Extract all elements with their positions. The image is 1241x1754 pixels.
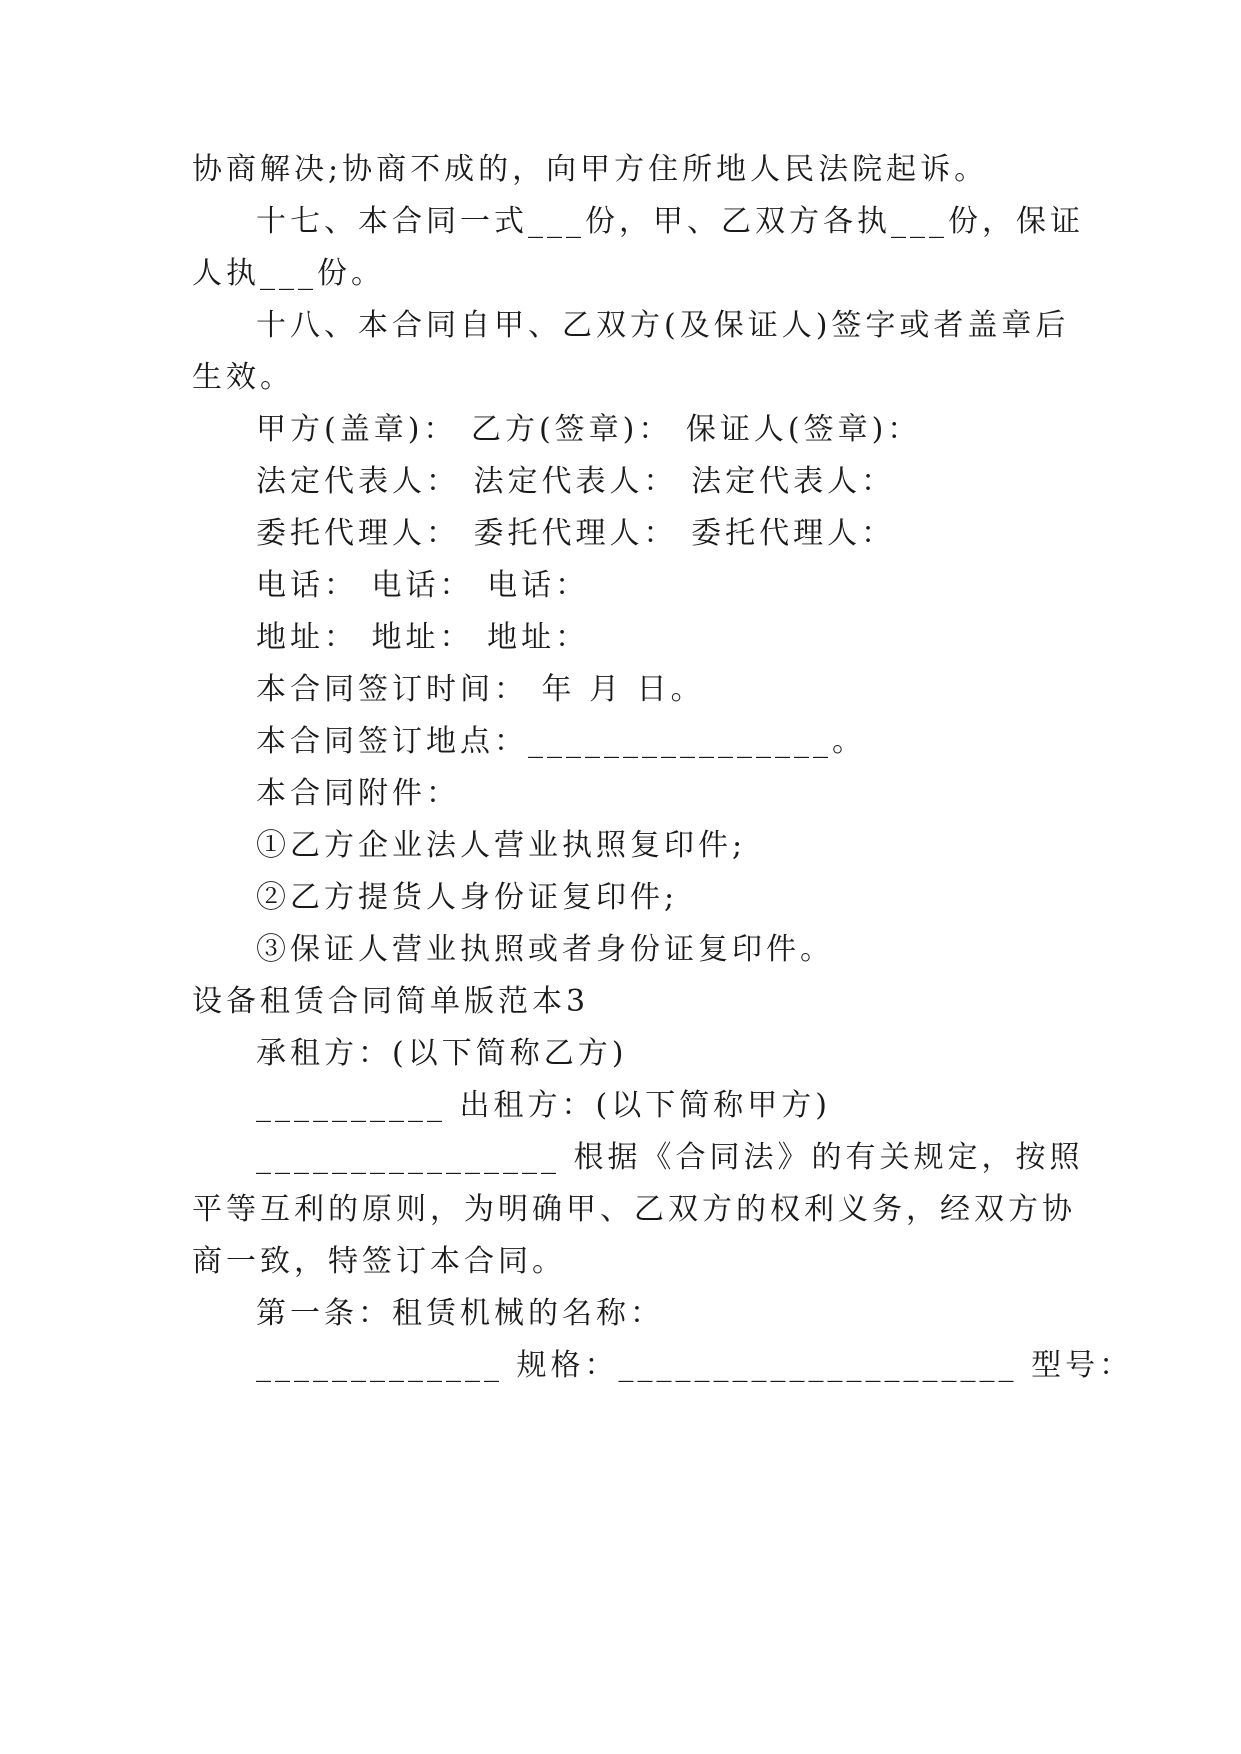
paragraph-line: 商一致，特签订本合同。 (192, 1244, 566, 1279)
paragraph-line: 十七、本合同一式___份，甲、乙双方各执___份，保证 (256, 204, 1084, 239)
section-title: 设备租赁合同简单版范本3 (192, 984, 590, 1019)
signature-party-line: 甲方(盖章)： 乙方(签章)： 保证人(签章)： (256, 412, 922, 447)
phone-line: 电话： 电话： 电话： (256, 568, 590, 603)
lessee-line: 承租方：(以下简称乙方) (256, 1036, 628, 1071)
legal-representative-line: 法定代表人： 法定代表人： 法定代表人： (256, 464, 896, 499)
address-line: 地址： 地址： 地址： (256, 620, 590, 655)
paragraph-line: 平等互利的原则，为明确甲、乙双方的权利义务，经双方协 (192, 1192, 1076, 1227)
agent-line: 委托代理人： 委托代理人： 委托代理人： (256, 516, 896, 551)
paragraph-line: 生效。 (192, 360, 294, 395)
paragraph-line: ________________ 根据《合同法》的有关规定，按照 (256, 1140, 1084, 1175)
attachment-item: ③保证人营业执照或者身份证复印件。 (256, 932, 834, 967)
article-heading: 第一条：租赁机械的名称： (256, 1296, 664, 1331)
attachments-heading: 本合同附件： (256, 776, 460, 811)
paragraph-line: 协商解决;协商不成的，向甲方住所地人民法院起诉。 (192, 152, 989, 187)
lessor-line: __________ 出租方：(以下简称甲方) (256, 1088, 831, 1123)
paragraph-line: 十八、本合同自甲、乙双方(及保证人)签字或者盖章后 (256, 308, 1070, 343)
paragraph-line: 人执___份。 (192, 256, 385, 291)
attachment-item: ②乙方提货人身份证复印件; (256, 880, 679, 915)
signing-place-line: 本合同签订地点：________________。 (256, 724, 866, 759)
equipment-spec-line: _____________ 规格：_____________________ 型号： (256, 1348, 1134, 1383)
signing-date-line: 本合同签订时间： 年 月 日。 (256, 672, 705, 707)
attachment-item: ①乙方企业法人营业执照复印件; (256, 828, 747, 863)
